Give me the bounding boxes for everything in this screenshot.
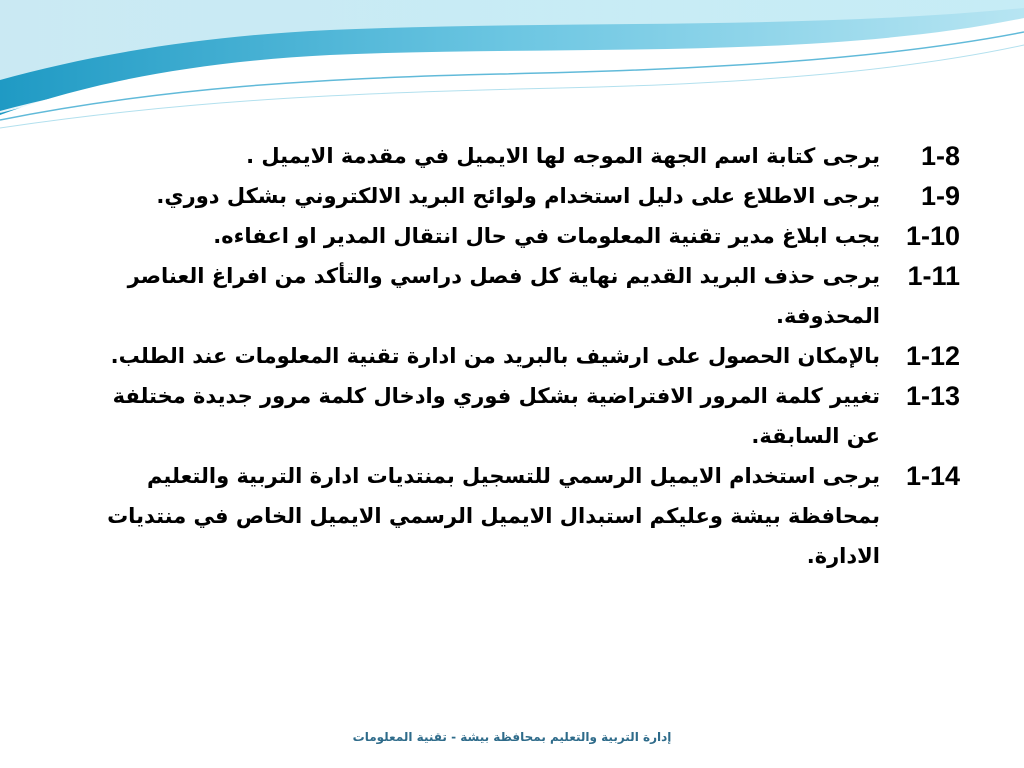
item-number: 1-14 xyxy=(905,461,960,491)
list-item xyxy=(90,456,960,576)
item-number: 1-12 xyxy=(905,341,960,371)
item-text: يرجى الاطلاع على دليل استخدام ولوائح البريد الالكتروني بشكل دوري. xyxy=(156,184,880,208)
item-text: يرجى كتابة اسم الجهة الموجه لها الايميل في مقدمة الايميل . xyxy=(246,144,880,168)
item-number: 1-11 xyxy=(907,261,960,291)
list-item xyxy=(90,216,960,256)
header-wave-decoration xyxy=(0,0,1024,130)
item-number: 1-10 xyxy=(905,221,960,251)
item-number: 1-9 xyxy=(920,181,960,211)
item-text: يجب ابلاغ مدير تقنية المعلومات في حال انتقال المدير او اعفاءه. xyxy=(213,224,880,248)
item-text: تغيير كلمة المرور الافتراضية بشكل فوري وادخال كلمة مرور جديدة مختلفة عن السابقة. xyxy=(112,384,880,448)
item-text: يرجى استخدام الايميل الرسمي للتسجيل بمنتديات ادارة التربية والتعليم بمحافظة بيشة وعليكم استبدال الايميل الرسمي الايميل الخاص في منتديات الادارة. xyxy=(107,464,880,568)
content-list xyxy=(90,136,960,576)
list-item xyxy=(90,136,960,176)
list-item xyxy=(90,176,960,216)
footer-text: إدارة التربية والتعليم بمحافظة بيشة - تقنية المعلومات xyxy=(352,730,672,744)
list-item xyxy=(90,376,960,456)
list-item xyxy=(90,256,960,336)
item-text: بالإمكان الحصول على ارشيف بالبريد من ادارة تقنية المعلومات عند الطلب. xyxy=(110,344,880,368)
item-number: 1-13 xyxy=(905,381,960,411)
item-number: 1-8 xyxy=(920,141,960,171)
item-text: يرجى حذف البريد القديم نهاية كل فصل دراسي والتأكد من افراغ العناصر المحذوفة. xyxy=(127,264,880,328)
list-item xyxy=(90,336,960,376)
